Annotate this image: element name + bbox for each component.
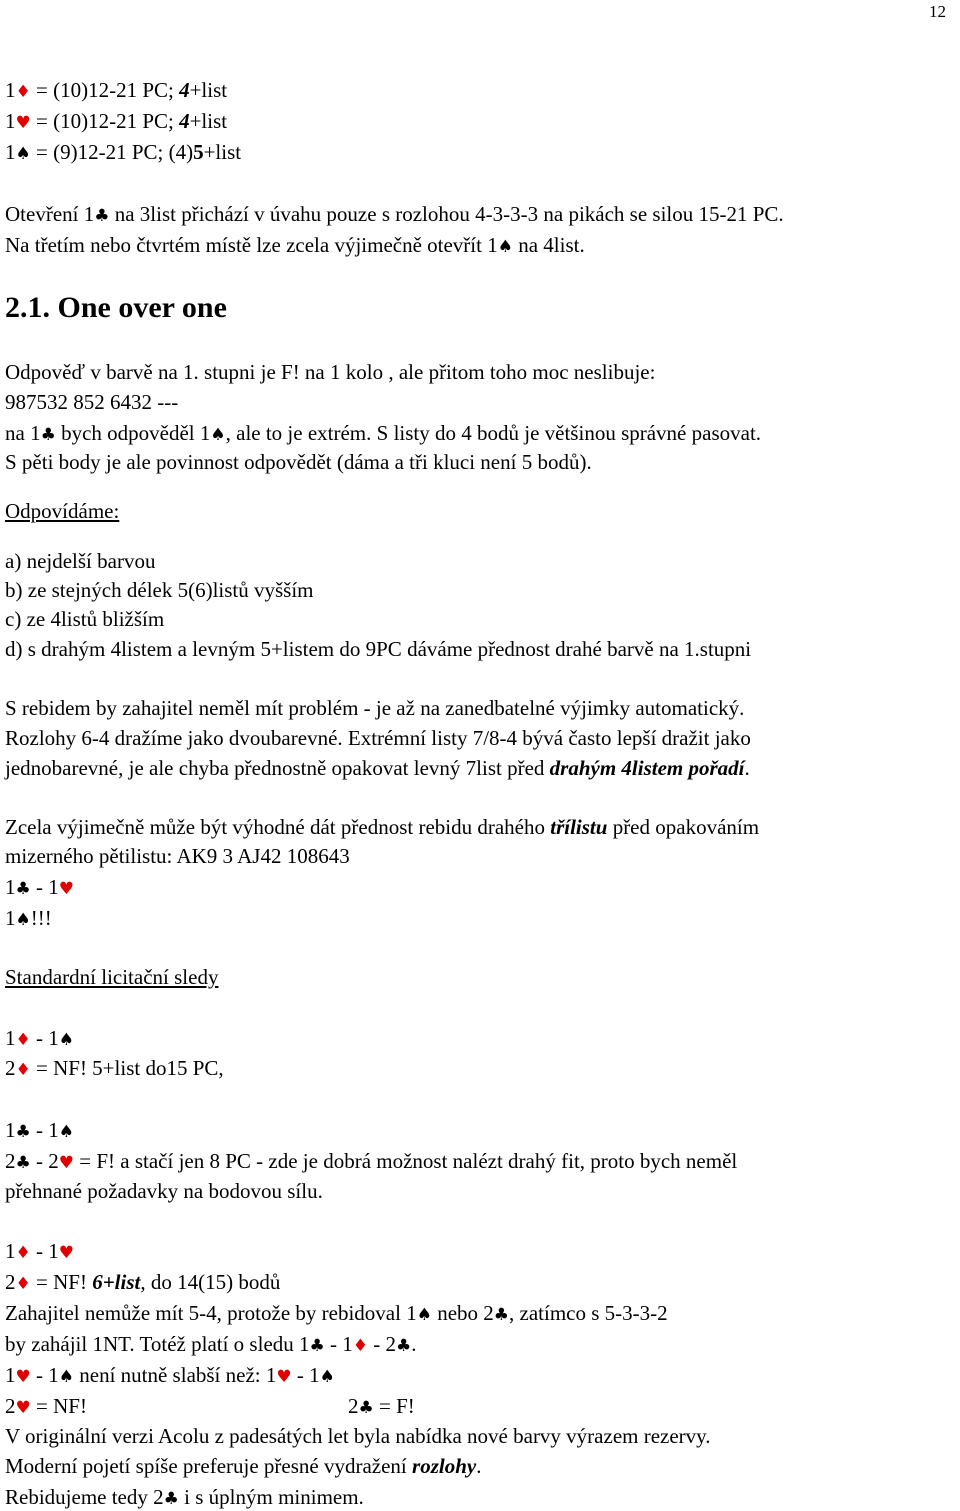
heart-icon: ♥ (58, 1243, 74, 1263)
spade-icon: ♠ (58, 1367, 74, 1387)
club-icon: ♣ (396, 1336, 412, 1356)
seq1-line2: 2♦ = NF! 5+list do15 PC, (5, 1056, 224, 1080)
answer-item-d: d) s drahým 4listem a levným 5+listem do 9PC dáváme přednost drahé barvě na 1.stupni (5, 637, 752, 661)
seq3-line6: 2♥ = NF! 2♣ = F! (5, 1394, 415, 1418)
para3-line3: jednobarevné, je ale chyba přednostně opakovat levný 7list před drahým 4listem pořadí. (5, 756, 750, 780)
diamond-icon: ♦ (352, 1336, 369, 1356)
seq2-line3: přehnané požadavky na bodovou sílu. (5, 1179, 323, 1203)
para2-line3: na 1♣ bych odpověděl 1♠, ale to je extrém. S listy do 4 bodů je většinou správné pasovat. (5, 421, 762, 445)
para3-line2: Rozlohy 6-4 dražíme jako dvoubarevné. Extrémní listy 7/8-4 bývá často lepší dražit jako (5, 726, 751, 750)
seq3-line1: 1♦ - 1♥ (5, 1239, 74, 1263)
seq2-line1: 1♣ - 1♠ (5, 1118, 74, 1142)
seq2-line2: 2♣ - 2♥ = F! a stačí jen 8 PC - zde je dobrá možnost nalézt drahý fit, proto bych neměl (5, 1149, 738, 1173)
seq3-line8: Moderní pojetí spíše preferuje přesné vydražení rozlohy. (5, 1454, 482, 1478)
spade-icon: ♠ (210, 425, 226, 445)
diamond-icon: ♦ (15, 1030, 31, 1050)
para3-line1: S rebidem by zahajitel neměl mít problém - je až na zanedbatelné výjimky automatický. (5, 696, 745, 720)
spade-icon: ♠ (15, 144, 31, 164)
para4-line2: mizerného pětilistu: AK9 3 AJ42 108643 (5, 844, 350, 868)
heart-icon: ♥ (58, 1153, 74, 1173)
section-heading: 2.1. One over one (5, 291, 227, 324)
spade-icon: ♠ (319, 1367, 335, 1387)
club-icon: ♣ (40, 425, 56, 445)
para4-line3: 1♣ - 1♥ (5, 875, 74, 899)
club-icon: ♣ (163, 1489, 179, 1509)
club-icon: ♣ (15, 1153, 31, 1173)
para1-line2: Na třetím nebo čtvrtém místě lze zcela výjimečně otevřít 1♠ na 4list. (5, 233, 585, 257)
seq3-line5: 1♥ - 1♠ není nutně slabší než: 1♥ - 1♠ (5, 1363, 335, 1387)
para4-line1: Zcela výjimečně může být výhodné dát přednost rebidu drahého třílistu před opakováním (5, 815, 760, 839)
seq3-line2: 2♦ = NF! 6+list, do 14(15) bodů (5, 1270, 281, 1294)
page-number: 12 (929, 2, 946, 21)
answer-item-a: a) nejdelší barvou (5, 549, 156, 573)
spade-icon: ♠ (15, 910, 31, 930)
answer-item-c: c) ze 4listů bližším (5, 607, 165, 631)
opening-line-spade: 1♠ = (9)12-21 PC; (4)5+list (5, 140, 242, 164)
diamond-icon: ♦ (15, 1274, 31, 1294)
opening-line-diamond: 1♦ = (10)12-21 PC; 4+list (5, 78, 228, 102)
heart-icon: ♥ (15, 113, 31, 133)
para2-line4: S pěti body je ale povinnost odpovědět (dáma a tři kluci není 5 bodů). (5, 450, 592, 474)
standard-sequences-heading: Standardní licitační sledy (5, 965, 219, 989)
answer-heading: Odpovídáme: (5, 499, 120, 523)
seq3-line9: Rebidujeme tedy 2♣ i s úplným minimem. (5, 1485, 364, 1509)
seq3-line7: V originální verzi Acolu z padesátých let byla nabídka nové barvy výrazem rezervy. (5, 1424, 711, 1448)
heart-icon: ♥ (15, 1367, 31, 1387)
seq3-line3: Zahajitel nemůže mít 5-4, protože by rebidoval 1♠ nebo 2♣, zatímco s 5-3-3-2 (5, 1301, 668, 1325)
club-icon: ♣ (358, 1398, 374, 1418)
heart-icon: ♥ (58, 879, 74, 899)
heart-icon: ♥ (276, 1367, 292, 1387)
seq1-line1: 1♦ - 1♠ (5, 1026, 74, 1050)
club-icon: ♣ (493, 1305, 510, 1325)
seq3-line4: by zahájil 1NT. Totéž platí o sledu 1♣ - 1♦ - 2♣. (5, 1332, 417, 1356)
spade-icon: ♠ (497, 237, 513, 257)
club-icon: ♣ (15, 1122, 31, 1142)
para2-line2: 987532 852 6432 --- (5, 390, 179, 414)
spade-icon: ♠ (58, 1030, 74, 1050)
seq3-line6-right: 2♣ = F! (348, 1394, 415, 1418)
spade-icon: ♠ (416, 1305, 432, 1325)
para1-line1: Otevření 1♣ na 3list přichází v úvahu pouze s rozlohou 4-3-3-3 na pikách se silou 15-21 PC. (5, 202, 784, 226)
diamond-icon: ♦ (15, 82, 31, 102)
club-icon: ♣ (94, 206, 110, 226)
para4-line4: 1♠!!! (5, 906, 52, 930)
para2-line1: Odpověď v barvě na 1. stupni je F! na 1 kolo , ale přitom toho moc neslibuje: (5, 360, 656, 384)
diamond-icon: ♦ (15, 1060, 31, 1080)
club-icon: ♣ (15, 879, 31, 899)
opening-line-heart: 1♥ = (10)12-21 PC; 4+list (5, 109, 228, 133)
answer-item-b: b) ze stejných délek 5(6)listů vyšším (5, 578, 314, 602)
club-icon: ♣ (309, 1336, 325, 1356)
heart-icon: ♥ (15, 1398, 31, 1418)
diamond-icon: ♦ (15, 1243, 31, 1263)
spade-icon: ♠ (58, 1122, 74, 1142)
